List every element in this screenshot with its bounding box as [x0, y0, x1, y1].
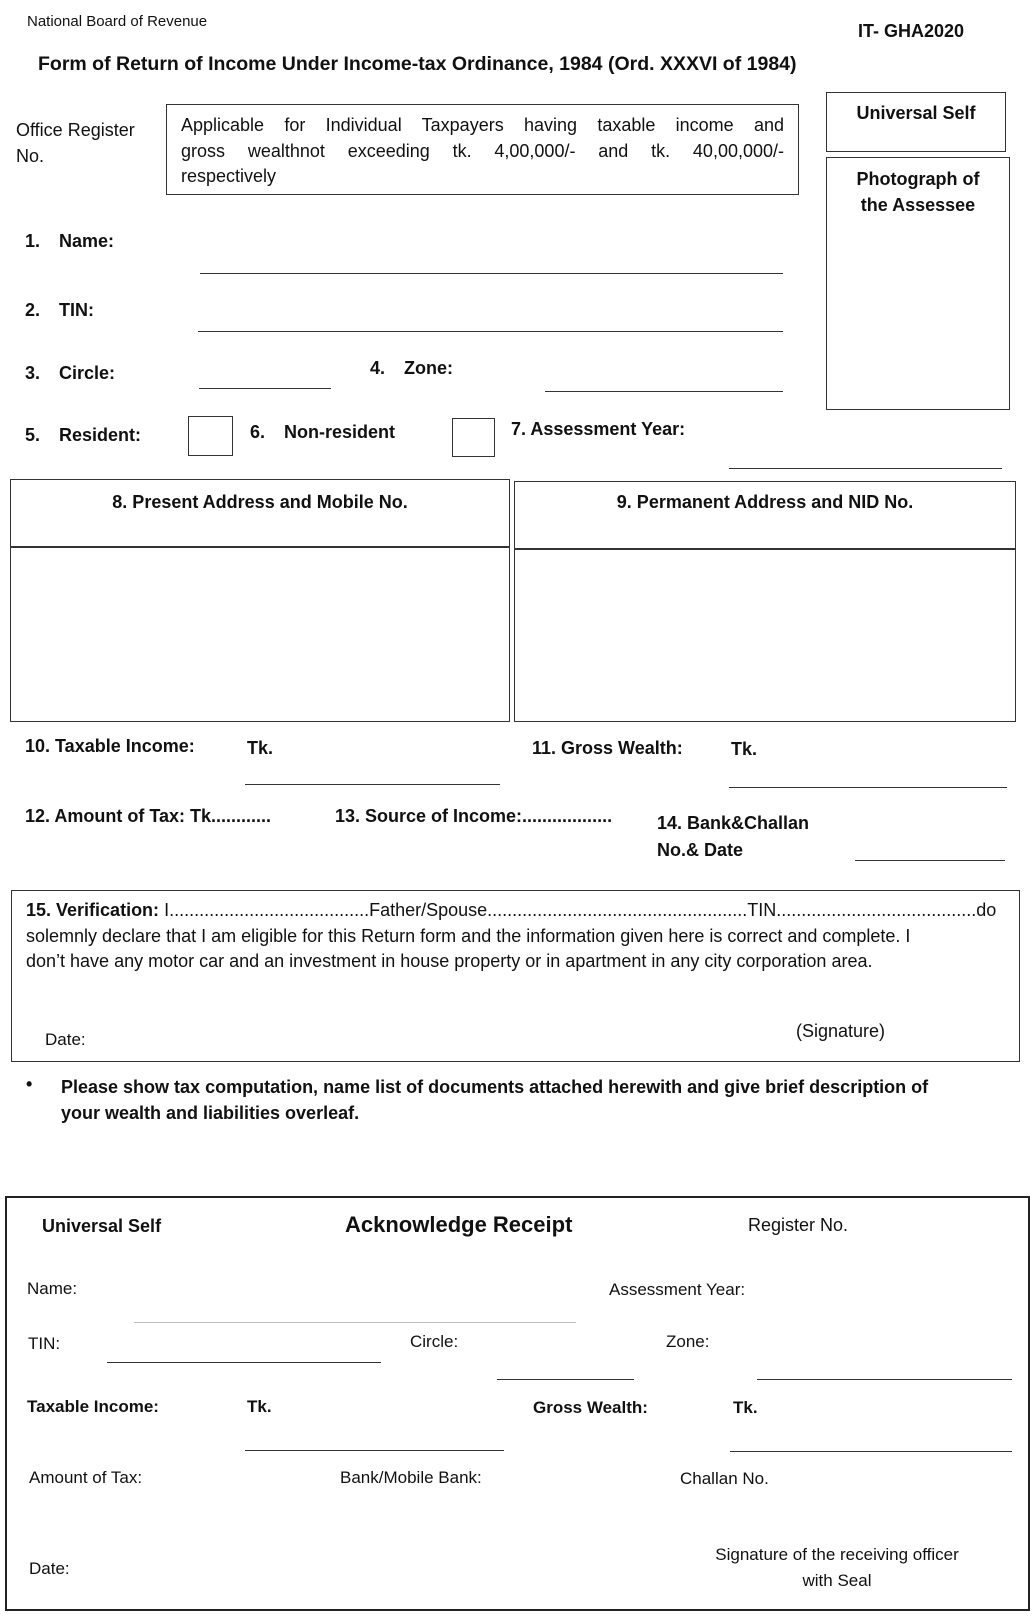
- verification-date-label: Date:: [45, 1030, 86, 1049]
- bank-challan-label: 14. Bank&Challan No.& Date: [657, 813, 810, 860]
- gross-wealth-label: 11. Gross Wealth:: [532, 738, 683, 758]
- receipt-gross-tk: Tk.: [733, 1398, 758, 1417]
- assessment-year-field[interactable]: [729, 468, 1002, 469]
- applicability-line-2: gross wealthnot exceeding tk. 4,00,000/- and tk. 40,00,000/-: [181, 141, 784, 161]
- receipt-taxable-income-field[interactable]: [245, 1450, 504, 1451]
- receipt-name-field[interactable]: [134, 1322, 576, 1323]
- receipt-gross-wealth-label: Gross Wealth:: [533, 1398, 648, 1417]
- receipt-title: Acknowledge Receipt: [345, 1212, 573, 1237]
- receipt-challan-label: Challan No.: [680, 1469, 769, 1488]
- form-code: IT- GHA2020: [858, 21, 965, 41]
- receipt-zone-field[interactable]: [757, 1379, 1012, 1380]
- receipt-date-label: Date:: [29, 1559, 70, 1578]
- name-field[interactable]: [200, 273, 783, 274]
- nonresident-checkbox[interactable]: [452, 418, 495, 457]
- receipt-signature-label: Signature of the receiving officer with Seal: [715, 1545, 959, 1590]
- taxable-income-field[interactable]: [245, 784, 500, 785]
- applicability-line-3: respectively: [181, 166, 277, 186]
- receipt-circle-label: Circle:: [410, 1332, 459, 1351]
- nonresident-label: 6. Non-resident: [250, 422, 396, 442]
- receipt-gross-wealth-field[interactable]: [730, 1451, 1012, 1452]
- receipt-taxable-income-label: Taxable Income:: [27, 1397, 159, 1416]
- form-title: Form of Return of Income Under Income-tax Ordinance, 1984 (Ord. XXXVI of 1984): [38, 53, 797, 75]
- permanent-address-label: 9. Permanent Address and NID No.: [616, 492, 914, 512]
- receipt-zone-label: Zone:: [666, 1332, 710, 1351]
- name-label: 1. Name:: [25, 231, 115, 251]
- photograph-label: Photograph of the Assessee: [856, 169, 980, 215]
- taxable-income-tk: Tk.: [247, 738, 274, 758]
- resident-label: 5. Resident:: [25, 425, 142, 445]
- verification-signature-label: (Signature): [796, 1021, 886, 1041]
- source-of-income-label: 13. Source of Income:..................: [335, 806, 613, 826]
- tin-label: 2. TIN:: [25, 300, 94, 320]
- receipt-bank-label: Bank/Mobile Bank:: [340, 1468, 482, 1487]
- circle-label: 3. Circle:: [25, 363, 116, 383]
- note-bullet: •: [26, 1074, 33, 1094]
- amount-of-tax-label: 12. Amount of Tax: Tk............: [25, 806, 272, 826]
- tin-field[interactable]: [198, 331, 783, 332]
- receipt-universal-self: Universal Self: [42, 1216, 162, 1236]
- receipt-assessment-year-label: Assessment Year:: [609, 1280, 746, 1299]
- receipt-taxable-tk: Tk.: [247, 1397, 272, 1416]
- circle-field[interactable]: [199, 388, 331, 389]
- permanent-address-header: [514, 481, 1016, 550]
- permanent-address-field[interactable]: [514, 548, 1016, 722]
- receipt-circle-field[interactable]: [497, 1379, 634, 1380]
- present-address-label: 8. Present Address and Mobile No.: [112, 492, 408, 512]
- note-text: Please show tax computation, name list of documents attached herewith and give brief description of your wealth and liabilities overleaf.: [61, 1077, 929, 1123]
- photograph-box[interactable]: [826, 157, 1010, 410]
- verification-line-2: solemnly declare that I am eligible for this Return form and the information given here is correct and complete. I: [26, 926, 911, 946]
- present-address-field[interactable]: [10, 546, 510, 722]
- receipt-register-no: Register No.: [748, 1215, 849, 1235]
- receipt-name-label: Name:: [27, 1279, 78, 1298]
- gross-wealth-tk: Tk.: [731, 739, 758, 759]
- zone-field[interactable]: [545, 391, 783, 392]
- board-name: National Board of Revenue: [27, 13, 208, 30]
- office-register-label: Office Register No.: [16, 120, 135, 166]
- receipt-tin-label: TIN:: [28, 1334, 61, 1353]
- verification-line-1: 15. Verification: I........................................Father/Spouse....................................................TIN........................................do: [26, 900, 997, 920]
- gross-wealth-field[interactable]: [729, 787, 1007, 788]
- taxable-income-label: 10. Taxable Income:: [25, 736, 195, 756]
- applicability-line-1: Applicable for Individual Taxpayers having taxable income and: [181, 115, 784, 135]
- universal-self-box: [826, 92, 1006, 152]
- present-address-header: [10, 479, 510, 548]
- receipt-amount-of-tax-label: Amount of Tax:: [29, 1468, 143, 1487]
- receipt-tin-field[interactable]: [107, 1362, 381, 1363]
- assessment-year-label: 7. Assessment Year:: [511, 419, 686, 439]
- resident-checkbox[interactable]: [188, 416, 233, 456]
- bank-challan-field[interactable]: [855, 860, 1005, 861]
- universal-self-label: Universal Self: [856, 103, 976, 123]
- acknowledge-receipt-box: [5, 1196, 1030, 1611]
- verification-box: [11, 890, 1020, 1062]
- zone-label: 4. Zone:: [370, 358, 453, 378]
- applicability-box: [166, 104, 799, 195]
- verification-line-3: don’t have any motor car and an investment in house property or in apartment in any city corporation area.: [26, 951, 873, 971]
